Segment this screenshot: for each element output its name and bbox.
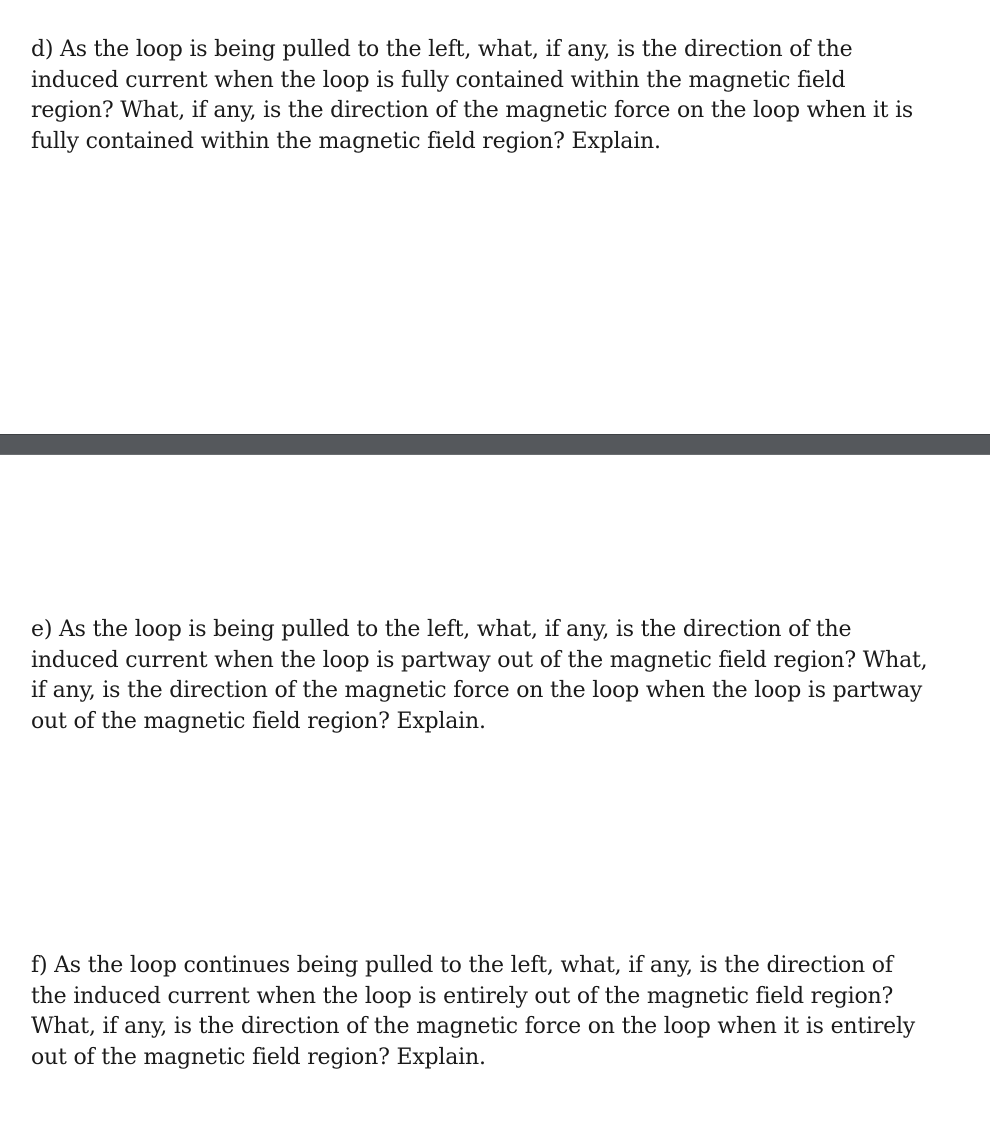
question-e: e) As the loop is being pulled to the left, what, if any, is the direction of the induced current when the loop is partway out of the magnetic field region? What, if any, is the direction of the magnetic force on the loop when the loop is partway out of the magnetic field region? Explain. xyxy=(31,617,928,734)
page-break-divider xyxy=(0,434,990,455)
question-d: d) As the loop is being pulled to the left, what, if any, is the direction of the induced current when the loop is fully contained within the magnetic field region? What, if any, is the direction of the magnetic force on the loop when it is fully contained within the magnetic field region? Explain. xyxy=(31,37,914,154)
question-f: f) As the loop continues being pulled to the left, what, if any, is the direction of the induced current when the loop is entirely out of the magnetic field region? What, if any, is the direction of the magnetic force on the loop when it is entirely out of the magnetic field region? Explain. xyxy=(31,953,916,1070)
